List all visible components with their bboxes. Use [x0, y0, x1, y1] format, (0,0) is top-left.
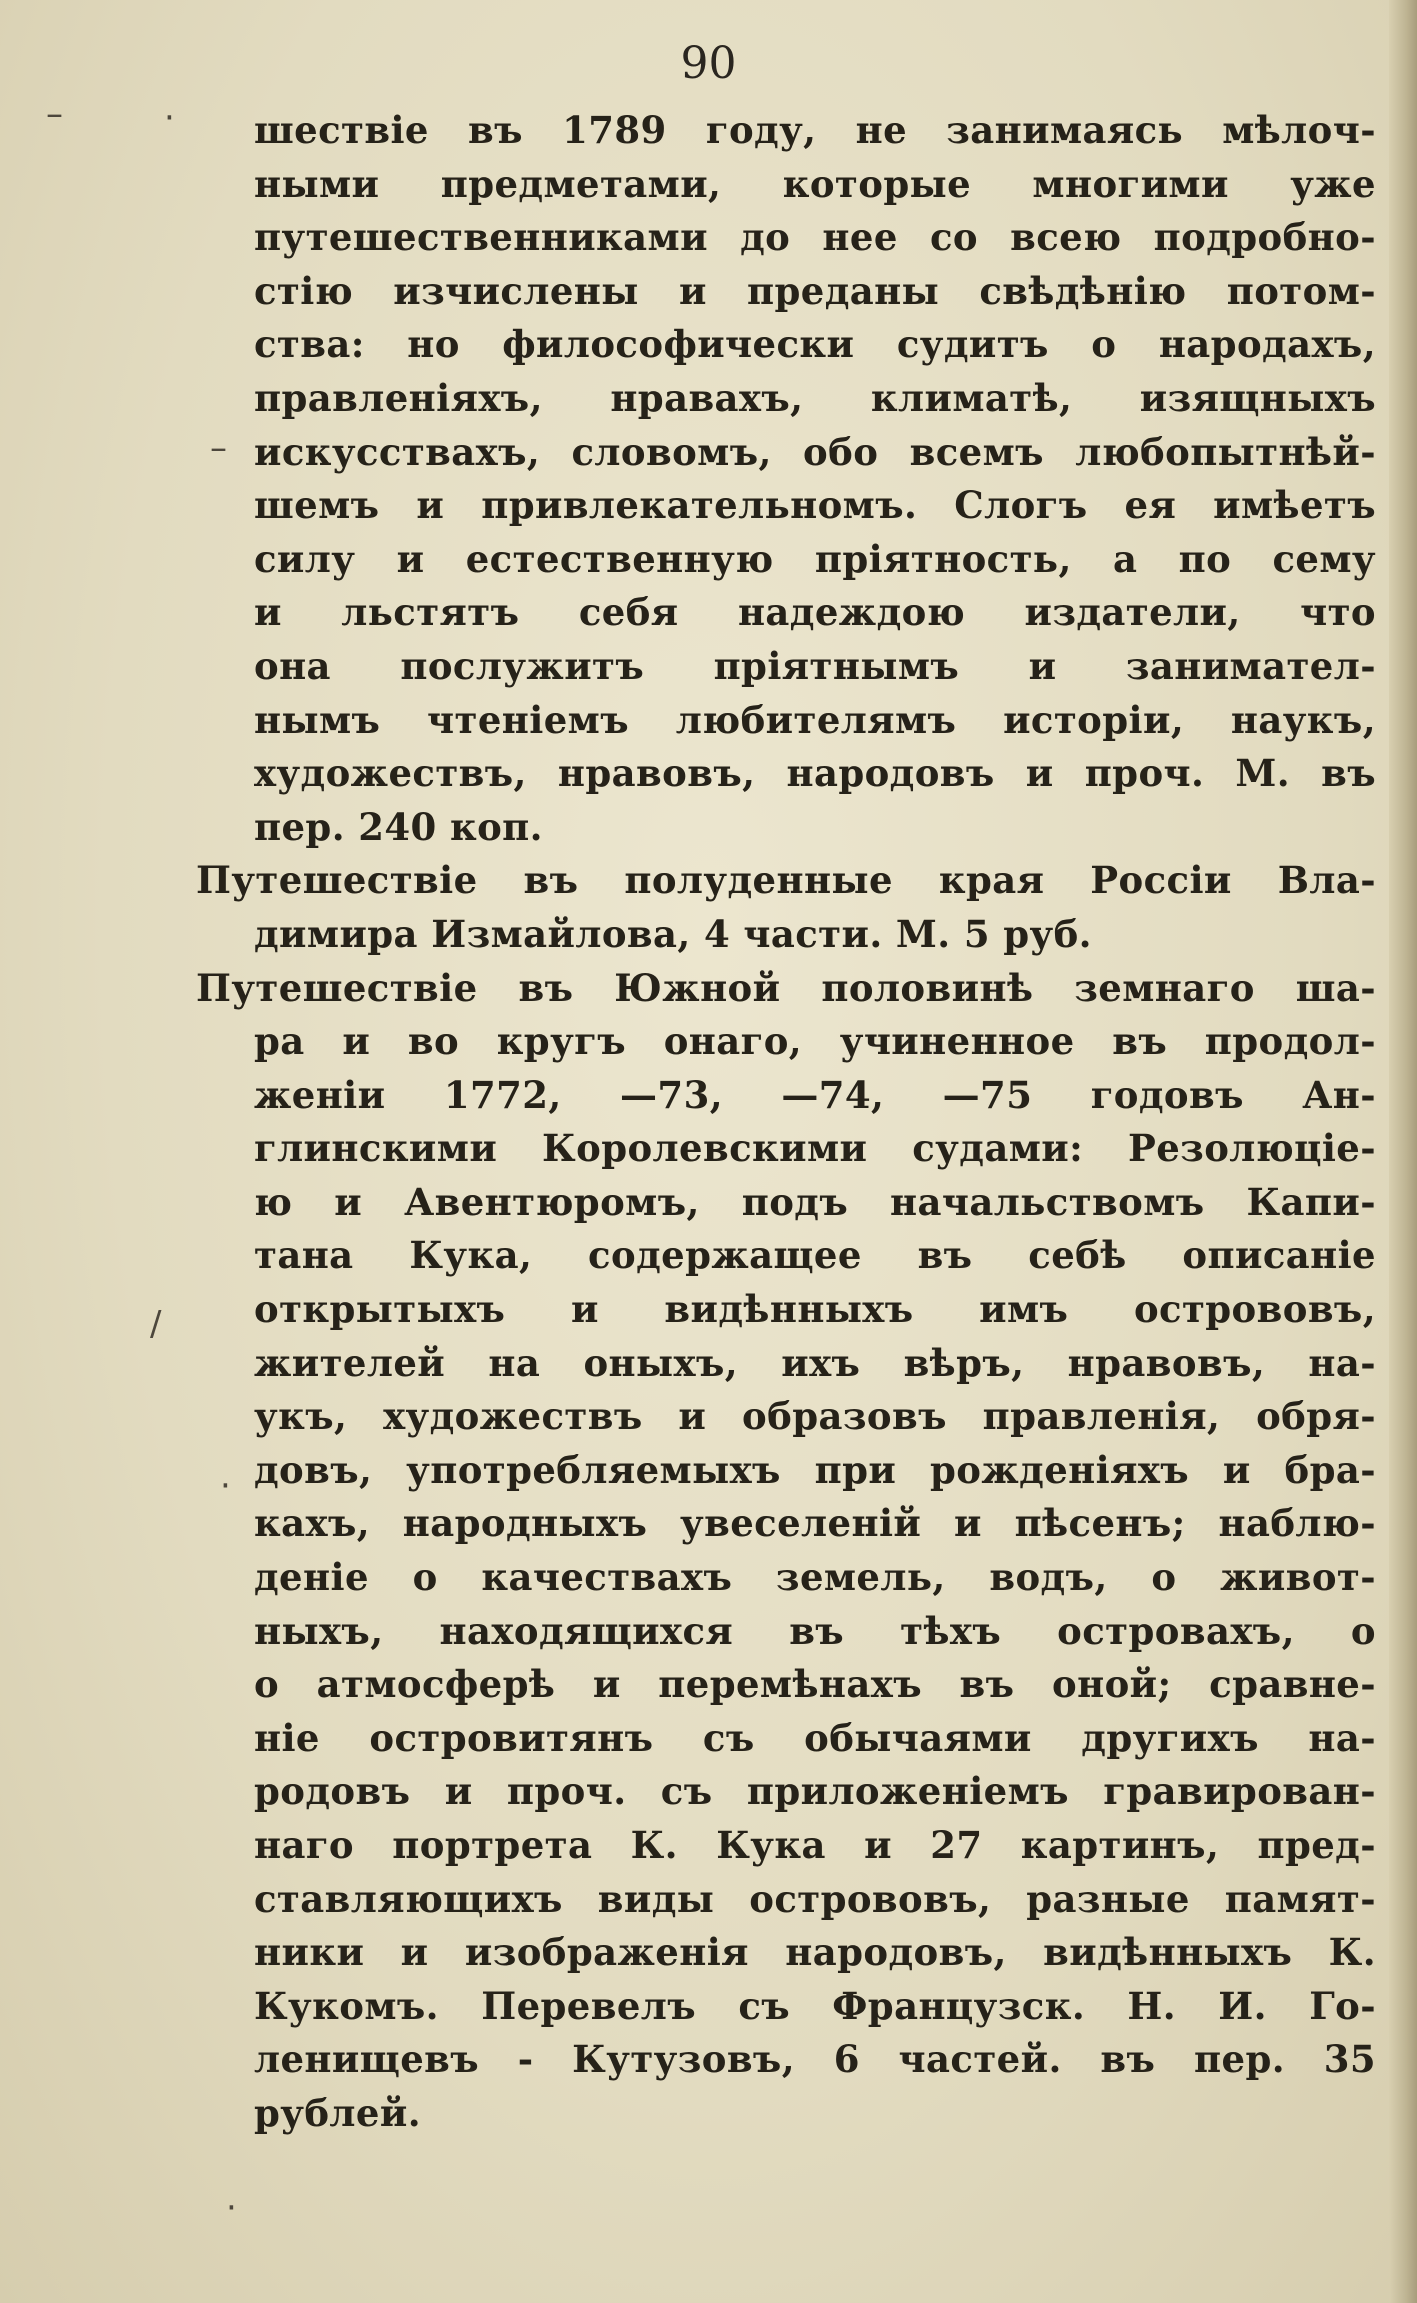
text-line: о атмосферѣ и перемѣнахъ въ оной; сравне- [254, 1662, 1376, 1707]
text-line: она послужитъ пріятнымъ и занимател- [254, 643, 1376, 688]
text-line: Путешествіе въ полуденные края Россіи Вла- [196, 858, 1376, 903]
page-edge [1389, 0, 1417, 2303]
text-line: ніе островитянъ съ обычаями другихъ на- [254, 1715, 1376, 1760]
text-line: шемъ и привлекательномъ. Слогъ ея имѣетъ [254, 483, 1376, 528]
text-line: ства: но философически судитъ о народахъ, [254, 322, 1376, 367]
text-line: довъ, употребляемыхъ при рожденіяхъ и бра- [254, 1447, 1376, 1492]
margin-mark: · [220, 1466, 231, 1506]
text-line: искусствахъ, словомъ, обо всемъ любопытнѣй- [254, 429, 1376, 474]
text-line: ра и во кругъ онаго, учиненное въ продол- [254, 1019, 1376, 1064]
text-line: Кукомъ. Перевелъ съ Французск. Н. И. Го- [254, 1983, 1376, 2028]
text-line: Путешествіе въ Южной половинѣ земнаго ша- [196, 965, 1376, 1010]
text-line: ными предметами, которые многими уже [254, 161, 1376, 206]
text-line: и льстятъ себя надеждою издатели, что [254, 590, 1376, 635]
text-line: рублей. [254, 2090, 421, 2135]
text-line: ленищевъ - Кутузовъ, 6 частей. въ пер. 35 [254, 2037, 1376, 2082]
text-line: художествъ, нравовъ, народовъ и проч. М. въ [254, 751, 1376, 796]
text-line: силу и естественную пріятность, а по сему [254, 536, 1376, 581]
text-line: кахъ, народныхъ увеселеній и пѣсенъ; наблю- [254, 1501, 1376, 1546]
text-line: деніе о качествахъ земель, водъ, о живот- [254, 1555, 1376, 1600]
text-line: пер. 240 коп. [254, 804, 543, 849]
text-line: нымъ чтеніемъ любителямъ исторіи, наукъ, [254, 697, 1376, 742]
text-line: укъ, художествъ и образовъ правленія, обря- [254, 1394, 1376, 1439]
text-line: открытыхъ и видѣнныхъ имъ острововъ, [254, 1287, 1376, 1332]
margin-mark: / [150, 1304, 162, 1344]
text-line: шествіе въ 1789 году, не занимаясь мѣлоч- [254, 108, 1376, 152]
text-line: ники и изображенія народовъ, видѣнныхъ К. [254, 1930, 1376, 1975]
text-line: ставляющихъ виды острововъ, разные памят- [254, 1876, 1376, 1921]
text-line: тана Кука, содержащее въ себѣ описаніе [254, 1233, 1376, 1278]
text-line: стію изчислены и преданы свѣдѣнію потом- [254, 268, 1376, 313]
text-line: димира Измайлова, 4 части. М. 5 руб. [254, 911, 1092, 956]
page-text [196, 104, 1376, 2141]
text-line: путешественниками до нее со всею подробно- [254, 215, 1376, 260]
page-number: 90 [680, 38, 737, 89]
text-line: ю и Авентюромъ, подъ начальствомъ Капи- [254, 1179, 1376, 1224]
text-line: глинскими Королевскими судами: Резолюціе- [254, 1126, 1376, 1171]
text-line: родовъ и проч. съ приложеніемъ гравирован- [254, 1769, 1376, 1814]
margin-mark: – [46, 94, 63, 134]
margin-mark: · [164, 98, 175, 138]
text-line: ныхъ, находящихся въ тѣхъ островахъ, о [254, 1608, 1376, 1653]
margin-mark: · [226, 2188, 237, 2228]
text-line: наго портрета К. Кука и 27 картинъ, пред- [254, 1823, 1376, 1867]
text-line: женіи 1772, —73, —74, —75 годовъ Ан- [254, 1072, 1376, 1117]
text-line: жителей на оныхъ, ихъ вѣръ, нравовъ, на- [254, 1340, 1376, 1385]
margin-mark: – [210, 428, 227, 468]
text-line: правленіяхъ, нравахъ, климатѣ, изящныхъ [254, 375, 1376, 420]
